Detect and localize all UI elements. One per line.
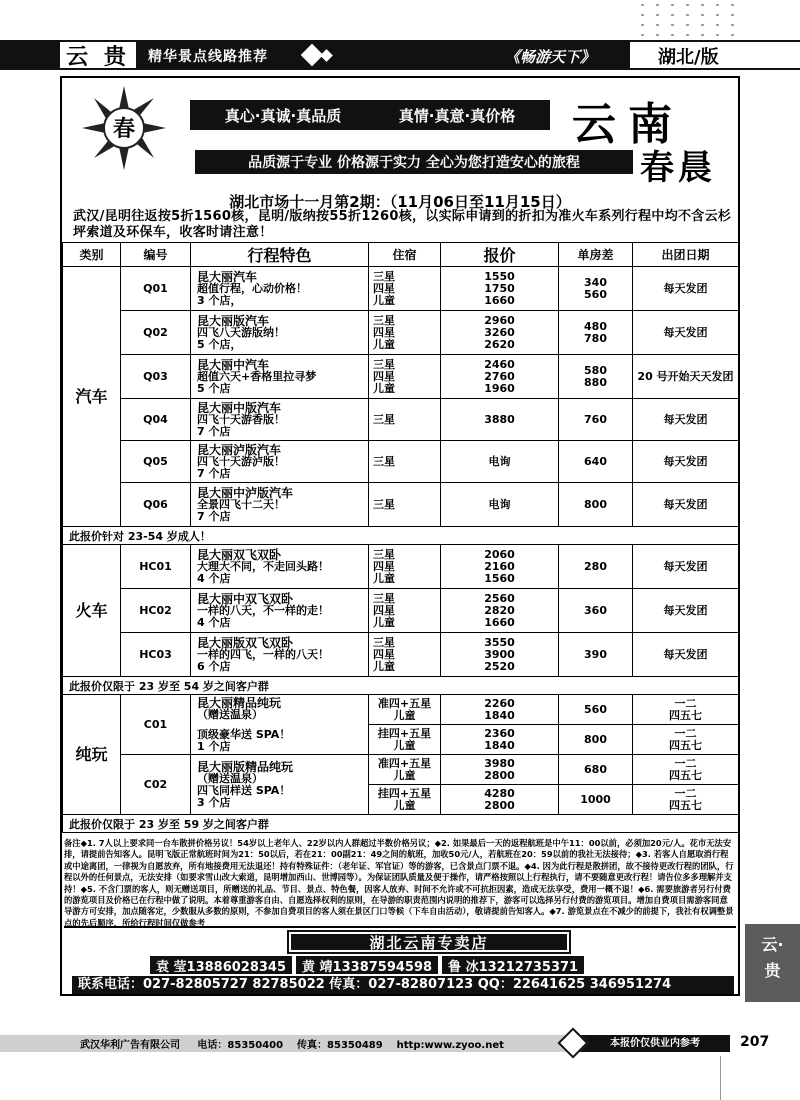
single-cell: 760 (559, 399, 633, 441)
date-cell: 每天发团 (633, 399, 739, 441)
price-cell: 3880 (441, 399, 559, 441)
table-note-row (63, 677, 739, 695)
price-value: 2560 (484, 591, 515, 605)
price-value: 3260 (484, 325, 515, 339)
date-cell: 每天发团 (633, 545, 739, 589)
price-cell (441, 725, 559, 755)
date-cell (633, 755, 739, 785)
route-desc: 顶级豪华送 SPA！ (197, 727, 291, 741)
brand-yunnan: 云南 (572, 99, 684, 150)
price-value: 2260 (484, 696, 515, 710)
sun-logo-icon (80, 84, 168, 172)
single-value: 580 (584, 363, 607, 377)
footer-url: http:www.zyoo.net (396, 1040, 504, 1051)
price-value: 2760 (484, 369, 515, 383)
date-cell: 每天发团 (633, 633, 739, 677)
shop-contacts (150, 956, 730, 974)
single-cell: 1000 (559, 785, 633, 815)
fare-notice: 武汉/昆明往返按5折1560核，昆明/版纳按55折1260核，以实际申请到的折扣为准火车系列行程中均不含云杉坪索道及环保车，收客时请注意！ (73, 209, 732, 240)
route-cell (191, 267, 369, 311)
slogan-bar-1 (190, 100, 550, 130)
route-cell (191, 441, 369, 483)
route-cell (191, 695, 369, 755)
price-value: 1660 (484, 293, 515, 307)
col-category: 类别 (63, 243, 121, 267)
route-desc: 超值行程，心动价格！ (197, 281, 307, 295)
edition-label: 湖北/版 (630, 40, 800, 70)
route-desc: 一样的四飞，一样的八天！ (197, 647, 329, 661)
route-cell (191, 545, 369, 589)
single-value: 340 (584, 275, 607, 289)
route-desc: 全景四飞十二天！ (197, 497, 285, 511)
table-row (63, 695, 739, 725)
side-tab-line: 云· (761, 935, 784, 954)
single-cell (559, 355, 633, 399)
route-title: 昆大丽中泸版汽车 (197, 485, 294, 500)
col-price: 报价 (441, 243, 559, 267)
route-title: 昆大丽中汽车 (197, 357, 270, 372)
trim-line (720, 1056, 721, 1100)
price-value: 1960 (484, 381, 515, 395)
contact-1: 袁 莹13886028345 (150, 956, 292, 974)
column-title: 《畅游天下》 (505, 48, 596, 66)
route-title: 昆大丽汽车 (197, 269, 258, 284)
stay-cell (369, 545, 441, 589)
route-shops: 1 个店 (197, 739, 231, 753)
single-cell: 560 (559, 695, 633, 725)
price-value: 2800 (484, 768, 515, 782)
price-value: 2460 (484, 357, 515, 371)
table-note-row (63, 527, 739, 545)
price-value: 2360 (484, 726, 515, 740)
route-shops: 6 个店 (197, 659, 231, 673)
stay-value: 儿童 (393, 768, 416, 782)
side-tab-line: 贵 (764, 961, 781, 980)
route-cell (191, 311, 369, 355)
single-value: 880 (584, 375, 607, 389)
footer-company: 武汉华利广告有限公司 (80, 1040, 180, 1051)
stay-value: 挂四+五星 (377, 726, 432, 740)
price-cell (441, 755, 559, 785)
brand-chunchen: 春晨 (640, 148, 716, 188)
route-cell (191, 589, 369, 633)
stay-value: 三星 (373, 357, 395, 371)
single-cell (559, 267, 633, 311)
route-cell (191, 399, 369, 441)
price-value: 3980 (484, 756, 515, 770)
stay-value: 三星 (373, 591, 395, 605)
date-value: 一二 (674, 726, 697, 740)
stay-value: 儿童 (373, 571, 395, 585)
route-code: Q01 (121, 267, 191, 311)
route-title: 昆大丽版双飞双卧 (197, 635, 294, 650)
stay-cell (369, 785, 441, 815)
route-shops: 7 个店 (197, 466, 231, 480)
category-car: 汽车 (63, 267, 121, 527)
shop-name: 湖北云南专卖店 (289, 932, 569, 952)
header-subtitle: 精华景点线路推荐 (148, 49, 268, 65)
single-value: 480 (584, 319, 607, 333)
price-value: 2620 (484, 337, 515, 351)
pure-price-note: 此报价仅限于 23 岁至 59 岁之间客户群 (63, 815, 739, 833)
table-row (63, 483, 739, 527)
table-row (63, 355, 739, 399)
price-value: 2520 (484, 659, 515, 673)
stay-cell: 三星 (369, 441, 441, 483)
price-value: 1560 (484, 571, 515, 585)
price-value: 3550 (484, 635, 515, 649)
car-price-note: 此报价针对 23-54 岁成人！ (63, 527, 739, 545)
slogan-1b: 真情·真意·真价格 (398, 106, 516, 125)
stay-cell (369, 725, 441, 755)
date-cell: 每天发团 (633, 267, 739, 311)
stay-cell (369, 311, 441, 355)
price-value: 1550 (484, 269, 515, 283)
stay-value: 儿童 (373, 381, 395, 395)
route-desc: 一样的八天，不一样的走！ (197, 603, 329, 617)
price-value: 2060 (484, 547, 515, 561)
route-cell (191, 755, 369, 815)
date-cell: 每天发团 (633, 589, 739, 633)
table-row (63, 633, 739, 677)
stay-value: 四星 (373, 369, 395, 383)
date-cell: 20 号开始天天发团 (633, 355, 739, 399)
stay-value: 三星 (373, 635, 395, 649)
route-title: 昆大丽中版汽车 (197, 400, 282, 415)
single-cell: 280 (559, 545, 633, 589)
price-cell: 电询 (441, 483, 559, 527)
date-cell: 每天发团 (633, 441, 739, 483)
route-cell (191, 355, 369, 399)
stay-value: 儿童 (373, 659, 395, 673)
category-train: 火车 (63, 545, 121, 677)
single-cell: 360 (559, 589, 633, 633)
shop-telephone: 联系电话：027-82805727 82785022 传真：027-82807123 QQ：22641625 346951274 (72, 976, 734, 994)
stay-value: 准四+五星 (377, 696, 432, 710)
price-value: 3900 (484, 647, 515, 661)
date-value: 一二 (674, 696, 697, 710)
stay-cell (369, 695, 441, 725)
stay-cell: 三星 (369, 483, 441, 527)
col-route: 行程特色 (191, 243, 369, 267)
single-cell: 390 (559, 633, 633, 677)
stay-value: 儿童 (373, 615, 395, 629)
price-period: 湖北市场十一月第2期：（11月06日至11月15日） (229, 193, 571, 211)
route-shops: 5 个店， (197, 337, 242, 351)
page-number: 207 (740, 1034, 770, 1050)
price-cell (441, 785, 559, 815)
single-cell (559, 311, 633, 355)
price-table (62, 242, 739, 833)
date-value: 四五七 (669, 768, 702, 782)
col-date: 出团日期 (633, 243, 739, 267)
stay-value: 儿童 (393, 798, 416, 812)
single-value: 560 (584, 287, 607, 301)
route-desc: 超值六天+香格里拉寻梦 (197, 369, 317, 383)
slogan-bar-2: 品质源于专业 价格源于实力 全心为您打造安心的旅程 (195, 150, 633, 174)
table-header-row (63, 243, 739, 267)
single-cell: 800 (559, 483, 633, 527)
remarks-text: 备注◆1. 7人以上要求同一台车散拼价格另议！54岁以上老年人、22岁以内人群超过半数价格另议；◆2. 如果最后一天的返程航班是中午11：00以前，必须加20元/人。花市无法安排，请提前告知客人。昆明飞版正常航班时间为21：50以后，若在21：00副21：49之间的航班，加收50元/人，若航班在20：59以前的我社无法接待；◆3. 若客人自愿取消行程或中途离团，一律视为自愿放弃，所有地接费用无法退还！持有特殊证件：（老年证、军官证）等的游客，已含景点门票不退。◆4. 因为此行程是散拼团，故不接待更改行程的团队，行程以外的任何景点，无法安排（如要求雪山改大索道，昆明增加西山、世博园等）。为保证团队质量及便于操作，请严格按照以上行程执行，请不要随意更改行程！请告位多多理解并支持！◆5. 不含门票的客人，则无赠送项目，所赠送的礼品、节目、景点、特色餐，因客人放弃、时间不允许或不可抗拒因素，造成无法享受，费用一概不退！◆6. 需要旅游者另行付费的游览项目及价格已在行程中做了说明。本着尊重游客自由、自愿选择权利的原则，在导游的职责范围内说明的推荐下，游客可以选择另行付费的游览项目。增加自费项目需游客同意导游方可安排，加点随客定，少数服从多数的原则，不参加自费项目的客人须在景区门口等候（下车自由活动），敬请提前告知客人。◆7. 游览景点在不减少的前提下，我社有权调整景点的先后顺序，所给行程时间仅做参考 (64, 838, 734, 928)
page-footer (0, 1032, 800, 1056)
route-code: Q04 (121, 399, 191, 441)
header-brand: 云 贵 (58, 40, 138, 70)
price-cell (441, 267, 559, 311)
svg-text:春: 春 (112, 116, 136, 142)
single-value: 780 (584, 331, 607, 345)
route-code: Q02 (121, 311, 191, 355)
contact-2: 黄 靖13387594598 (296, 956, 438, 974)
route-code: Q03 (121, 355, 191, 399)
stay-value: 四星 (373, 647, 395, 661)
route-code: C01 (121, 695, 191, 755)
stay-value: 儿童 (373, 293, 395, 307)
route-code: HC01 (121, 545, 191, 589)
route-title: 昆大丽中双飞双卧 (197, 591, 294, 606)
stay-cell (369, 633, 441, 677)
route-shops: 3 个店 (197, 795, 231, 809)
contact-3: 鲁 冰13212735371 (442, 956, 584, 974)
price-value: 1660 (484, 615, 515, 629)
table-row (63, 755, 739, 785)
stay-value: 儿童 (393, 738, 416, 752)
route-gift: （赠送温泉） (197, 707, 263, 721)
date-cell: 每天发团 (633, 483, 739, 527)
table-row (63, 267, 739, 311)
date-value: 一二 (674, 786, 697, 800)
col-code: 编号 (121, 243, 191, 267)
arrow-icon (557, 1027, 588, 1058)
route-title: 昆大丽精品纯玩 (197, 695, 282, 710)
route-code: HC02 (121, 589, 191, 633)
price-value: 1840 (484, 708, 515, 722)
stay-value: 四星 (373, 603, 395, 617)
stay-value: 四星 (373, 325, 395, 339)
date-cell (633, 695, 739, 725)
price-value: 1750 (484, 281, 515, 295)
stay-value: 儿童 (373, 337, 395, 351)
date-value: 一二 (674, 756, 697, 770)
table-row (63, 441, 739, 483)
route-shops: 7 个店 (197, 424, 231, 438)
price-value: 2820 (484, 603, 515, 617)
single-cell: 800 (559, 725, 633, 755)
price-value: 2800 (484, 798, 515, 812)
route-shops: 4 个店 (197, 615, 231, 629)
price-cell (441, 355, 559, 399)
price-cell (441, 311, 559, 355)
route-cell (191, 633, 369, 677)
stay-value: 三星 (373, 313, 395, 327)
category-pure: 纯玩 (63, 695, 121, 815)
stay-cell (369, 355, 441, 399)
route-shops: 5 个店 (197, 381, 231, 395)
price-value: 1840 (484, 738, 515, 752)
page-header (0, 40, 800, 70)
price-cell (441, 633, 559, 677)
stay-cell (369, 589, 441, 633)
price-cell (441, 695, 559, 725)
stay-cell (369, 267, 441, 311)
side-tab (745, 924, 800, 1002)
route-title: 昆大丽双飞双卧 (197, 547, 282, 562)
stay-value: 挂四+五星 (377, 786, 432, 800)
price-value: 2160 (484, 559, 515, 573)
date-cell (633, 725, 739, 755)
price-cell: 电询 (441, 441, 559, 483)
price-cell (441, 545, 559, 589)
col-stay: 住宿 (369, 243, 441, 267)
route-title: 昆大丽版精品纯玩 (197, 759, 294, 774)
price-value: 2960 (484, 313, 515, 327)
stay-cell: 三星 (369, 399, 441, 441)
train-price-note: 此报价仅限于 23 岁至 54 岁之间客户群 (63, 677, 739, 695)
stay-value: 三星 (373, 547, 395, 561)
footer-info (80, 1036, 504, 1051)
date-cell: 每天发团 (633, 311, 739, 355)
stay-value: 准四+五星 (377, 756, 432, 770)
route-desc: 四飞八天游版纳！ (197, 325, 285, 339)
route-code: Q06 (121, 483, 191, 527)
shop-section (64, 926, 736, 992)
route-desc: 四飞十天游泸版！ (197, 454, 285, 468)
table-row (63, 399, 739, 441)
route-cell (191, 483, 369, 527)
route-desc: 四飞十天游香版！ (197, 412, 285, 426)
slogan-1a: 真心·真诚·真品质 (224, 106, 342, 125)
date-cell (633, 785, 739, 815)
footer-phone: 电话：85350400 (197, 1040, 284, 1051)
single-cell: 680 (559, 755, 633, 785)
footer-fax: 传真：85350489 (297, 1040, 383, 1051)
route-code: Q05 (121, 441, 191, 483)
decorative-dots (635, 0, 745, 38)
table-row (63, 311, 739, 355)
route-code: C02 (121, 755, 191, 815)
route-code: HC03 (121, 633, 191, 677)
price-cell (441, 589, 559, 633)
stay-value: 四星 (373, 281, 395, 295)
table-note-row (63, 815, 739, 833)
date-value: 四五七 (669, 738, 702, 752)
date-value: 四五七 (669, 708, 702, 722)
col-single: 单房差 (559, 243, 633, 267)
single-cell: 640 (559, 441, 633, 483)
footer-disclaimer: 本报价仅供业内参考 (580, 1035, 730, 1052)
route-desc: 四飞同样送 SPA！ (197, 783, 291, 797)
stay-value: 四星 (373, 559, 395, 573)
route-shops: 3 个店， (197, 293, 242, 307)
route-gift: （赠送温泉） (197, 771, 263, 785)
table-row (63, 545, 739, 589)
stay-cell (369, 755, 441, 785)
route-shops: 7 个店 (197, 509, 231, 523)
date-value: 四五七 (669, 798, 702, 812)
route-shops: 4 个店 (197, 571, 231, 585)
table-row (63, 589, 739, 633)
stay-value: 儿童 (393, 708, 416, 722)
route-title: 昆大丽版汽车 (197, 313, 270, 328)
route-title: 昆大丽泸版汽车 (197, 442, 282, 457)
route-desc: 大理大不同，不走回头路！ (197, 559, 329, 573)
price-value: 4280 (484, 786, 515, 800)
stay-value: 三星 (373, 269, 395, 283)
